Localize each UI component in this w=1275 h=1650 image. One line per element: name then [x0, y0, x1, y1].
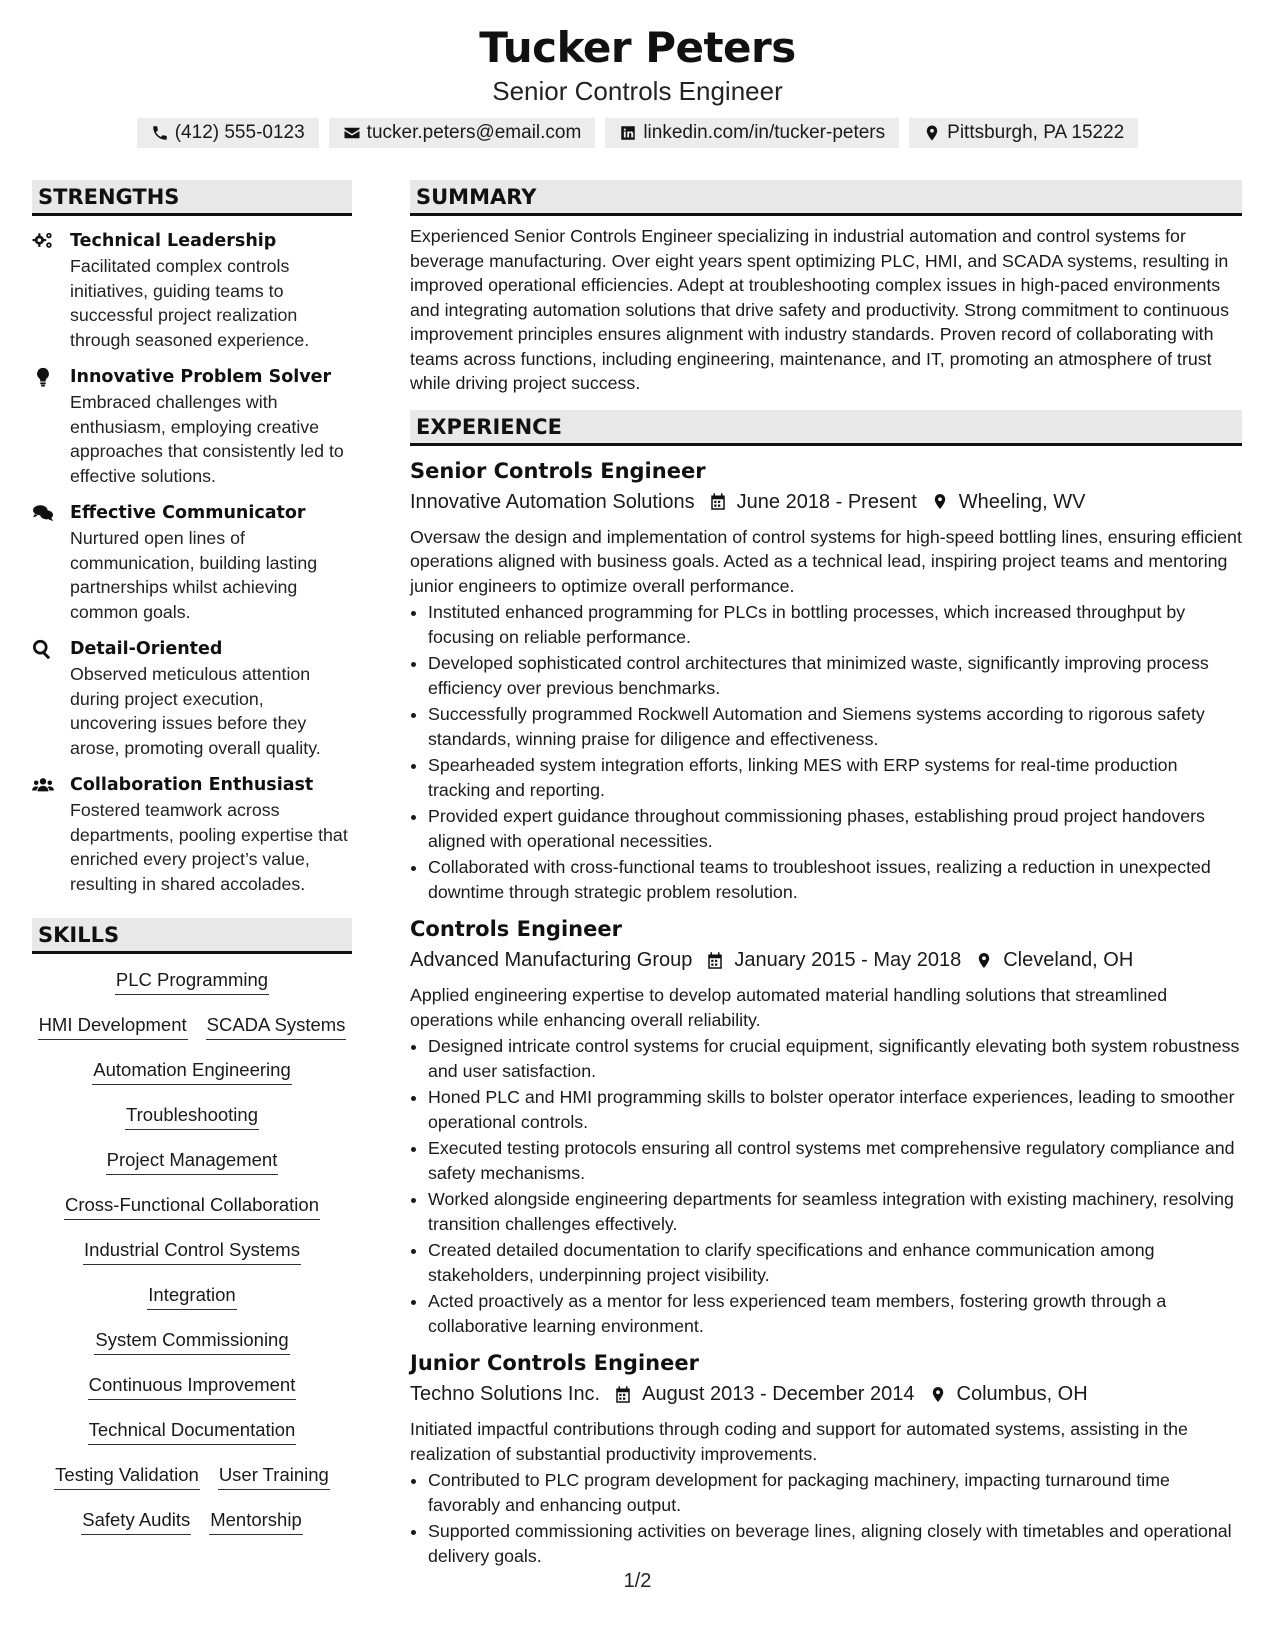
- job-bullet: • Worked alongside engineering departments for seamless integration with existing machinery, resolving transition challenges effectively.: [428, 1187, 1242, 1236]
- job-bullet: • Honed PLC and HMI programming skills to bolster operator interface experiences, leading to smoother operational controls.: [428, 1085, 1242, 1134]
- job-meta: [410, 1379, 1242, 1409]
- contact-linkedin[interactable]: [605, 118, 899, 148]
- job-location: Columbus, OH: [956, 1383, 1088, 1405]
- skill-tag: Troubleshooting: [125, 1103, 259, 1130]
- job-bullet: • Collaborated with cross-functional teams to troubleshoot issues, realizing a reduction in unexpected downtime through strategic problem resolution.: [428, 855, 1242, 904]
- strength-text: Facilitated complex controls initiatives, guiding teams to successful project realization through seasoned experience.: [70, 256, 310, 350]
- skill-tag: Industrial Control Systems: [83, 1238, 301, 1265]
- job-description: Initiated impactful contributions through coding and support for automated systems, assisting in the realization of substantial productivity improvements.: [410, 1419, 1188, 1464]
- strength-title: Technical Leadership: [70, 231, 277, 251]
- lightbulb-icon: [32, 367, 54, 387]
- job-bullet: • Executed testing protocols ensuring all control systems met comprehensive regulatory compliance and safety mechanisms.: [428, 1136, 1242, 1185]
- job-location: Wheeling, WV: [958, 490, 1086, 513]
- users-icon: [32, 775, 54, 795]
- job-company: Innovative Automation Solutions: [410, 490, 695, 513]
- skill-tag: User Training: [218, 1463, 330, 1490]
- skills-list: [32, 968, 352, 1553]
- comments-icon: [32, 503, 54, 523]
- linkedin-text[interactable]: linkedin.com/in/tucker-peters: [643, 122, 886, 143]
- contact-email[interactable]: [329, 118, 596, 148]
- linkedin-icon: [619, 124, 637, 142]
- gears-icon: [32, 231, 54, 251]
- job-dates: June 2018 - Present: [736, 490, 917, 513]
- skill-tag: SCADA Systems: [206, 1013, 347, 1040]
- strength-title: Collaboration Enthusiast: [70, 775, 314, 795]
- job-description: Applied engineering expertise to develop automated material handling solutions that streamlined operations while enhancing overall reliability.: [410, 985, 1168, 1030]
- skill-tag: PLC Programming: [115, 968, 269, 995]
- skills-heading: SKILLS: [32, 918, 352, 954]
- email-text[interactable]: tucker.peters@email.com: [366, 122, 582, 143]
- strength-title: Effective Communicator: [70, 503, 306, 523]
- skill-tag: Automation Engineering: [92, 1058, 291, 1085]
- location-text: Pittsburgh, PA 15222: [947, 122, 1125, 143]
- job-bullets: [410, 1034, 1242, 1338]
- job-entry: [410, 456, 1242, 905]
- job-company: Advanced Manufacturing Group: [410, 949, 693, 971]
- skill-tag: Project Management: [106, 1148, 279, 1175]
- job-title: Senior Controls Engineer: [410, 458, 706, 483]
- strength-item: [32, 228, 352, 352]
- map-pin-icon: [929, 1385, 947, 1404]
- job-bullet: • Successfully programmed Rockwell Automation and Siemens systems according to rigorous safety standards, winning praise for diligence and effectiveness.: [428, 702, 1242, 751]
- job-bullets: [410, 1468, 1242, 1568]
- skill-tag: System Commissioning: [94, 1328, 289, 1355]
- contact-bar: [0, 118, 1275, 148]
- resume-header: [0, 22, 1275, 148]
- envelope-icon: [343, 124, 361, 142]
- calendar-icon: [706, 951, 724, 970]
- map-pin-icon: [975, 951, 993, 970]
- page-number: 1/2: [623, 1570, 652, 1592]
- phone-icon: [151, 124, 169, 142]
- experience-heading: EXPERIENCE: [410, 410, 1242, 446]
- skill-tag: Integration: [147, 1283, 236, 1310]
- job-bullet: • Instituted enhanced programming for PLCs in bottling processes, which increased throughput by focusing on reliable performance.: [428, 600, 1242, 649]
- job-bullet: • Developed sophisticated control architectures that minimized waste, significantly improving process efficiency over previous benchmarks.: [428, 651, 1242, 700]
- skill-tag: Mentorship: [209, 1508, 303, 1535]
- skill-tag: Testing Validation: [54, 1463, 200, 1490]
- job-bullet: • Spearheaded system integration efforts, linking MES with ERP systems for real-time production tracking and reporting.: [428, 753, 1242, 802]
- summary-text: Experienced Senior Controls Engineer specializing in industrial automation and control systems for beverage manufacturing. Over eight years spent optimizing PLC, HMI, and SCADA systems, resulting in improved operational efficiencies. Adept at troubleshooting complex issues in high-paced environments and integrating automation solutions that drive safety and productivity. Strong commitment to continuous improvement principles ensures alignment with industry standards. Proven record of collaborating with teams across functions, including engineering, maintenance, and IT, promoting an atmosphere of trust while driving project success.: [410, 226, 1230, 393]
- candidate-name: Tucker Peters: [479, 23, 796, 72]
- skill-tag: Safety Audits: [81, 1508, 191, 1535]
- map-pin-icon: [931, 492, 949, 511]
- job-bullet: • Designed intricate control systems for crucial equipment, significantly elevating both system robustness and user satisfaction.: [428, 1034, 1242, 1083]
- skill-tag: Continuous Improvement: [88, 1373, 297, 1400]
- job-bullets: [410, 600, 1242, 904]
- job-bullet: • Created detailed documentation to clarify specifications and enhance communication among stakeholders, underpinning project visibility.: [428, 1238, 1242, 1287]
- job-title: Junior Controls Engineer: [410, 1351, 699, 1375]
- strength-text: Nurtured open lines of communication, building lasting partnerships whilst achieving common goals.: [70, 528, 318, 622]
- job-title: Controls Engineer: [410, 917, 622, 941]
- job-company: Techno Solutions Inc.: [410, 1383, 601, 1405]
- phone-text: (412) 555-0123: [174, 122, 305, 143]
- job-dates: January 2015 - May 2018: [734, 949, 962, 971]
- strength-item: [32, 364, 352, 488]
- strength-text: Embraced challenges with enthusiasm, employing creative approaches that consistently led to effective solutions.: [70, 392, 344, 486]
- contact-phone: [137, 118, 319, 148]
- strength-item: [32, 772, 352, 896]
- job-entry: [410, 914, 1242, 1338]
- strength-text: Observed meticulous attention during project execution, uncovering issues before they arose, promoting overall quality.: [70, 664, 321, 758]
- search-icon: [32, 639, 54, 659]
- calendar-icon: [709, 492, 727, 511]
- job-dates: August 2013 - December 2014: [642, 1383, 915, 1405]
- right-column: [410, 180, 1242, 1570]
- left-column: [32, 180, 352, 1553]
- job-bullet: • Contributed to PLC program development for packaging machinery, impacting turnaround time favorably and enhancing output.: [428, 1468, 1242, 1517]
- job-bullet: • Supported commissioning activities on beverage lines, aligning closely with timetables and operational delivery goals.: [428, 1519, 1242, 1568]
- summary-heading: SUMMARY: [410, 180, 1242, 216]
- job-meta: [410, 487, 1242, 517]
- skill-tag: HMI Development: [38, 1013, 188, 1040]
- strength-title: Innovative Problem Solver: [70, 367, 332, 387]
- skill-tag: Technical Documentation: [88, 1418, 297, 1445]
- strength-item: [32, 500, 352, 624]
- job-meta: [410, 945, 1242, 975]
- strength-item: [32, 636, 352, 760]
- strength-text: Fostered teamwork across departments, pooling expertise that enriched every project’s value, resulting in shared accolades.: [70, 800, 348, 894]
- strength-title: Detail-Oriented: [70, 639, 223, 659]
- job-entry: [410, 1348, 1242, 1568]
- job-location: Cleveland, OH: [1003, 949, 1134, 971]
- job-bullet: • Acted proactively as a mentor for less experienced team members, fostering growth through a collaborative learning environment.: [428, 1289, 1242, 1338]
- strengths-heading: STRENGTHS: [32, 180, 352, 216]
- job-description: Oversaw the design and implementation of control systems for high-speed bottling lines, ensuring efficient operations aligned with business goals. Acted as a technical lead, inspiring project teams and mentoring junior engineers to optimize overall performance.: [410, 526, 1242, 596]
- skill-tag: Cross-Functional Collaboration: [64, 1193, 320, 1220]
- contact-location: [909, 118, 1138, 148]
- job-bullet: • Provided expert guidance throughout commissioning phases, establishing proud project handovers aligned with operational necessities.: [428, 804, 1242, 853]
- map-pin-icon: [923, 124, 941, 142]
- candidate-title: Senior Controls Engineer: [492, 76, 783, 106]
- calendar-icon: [614, 1385, 632, 1404]
